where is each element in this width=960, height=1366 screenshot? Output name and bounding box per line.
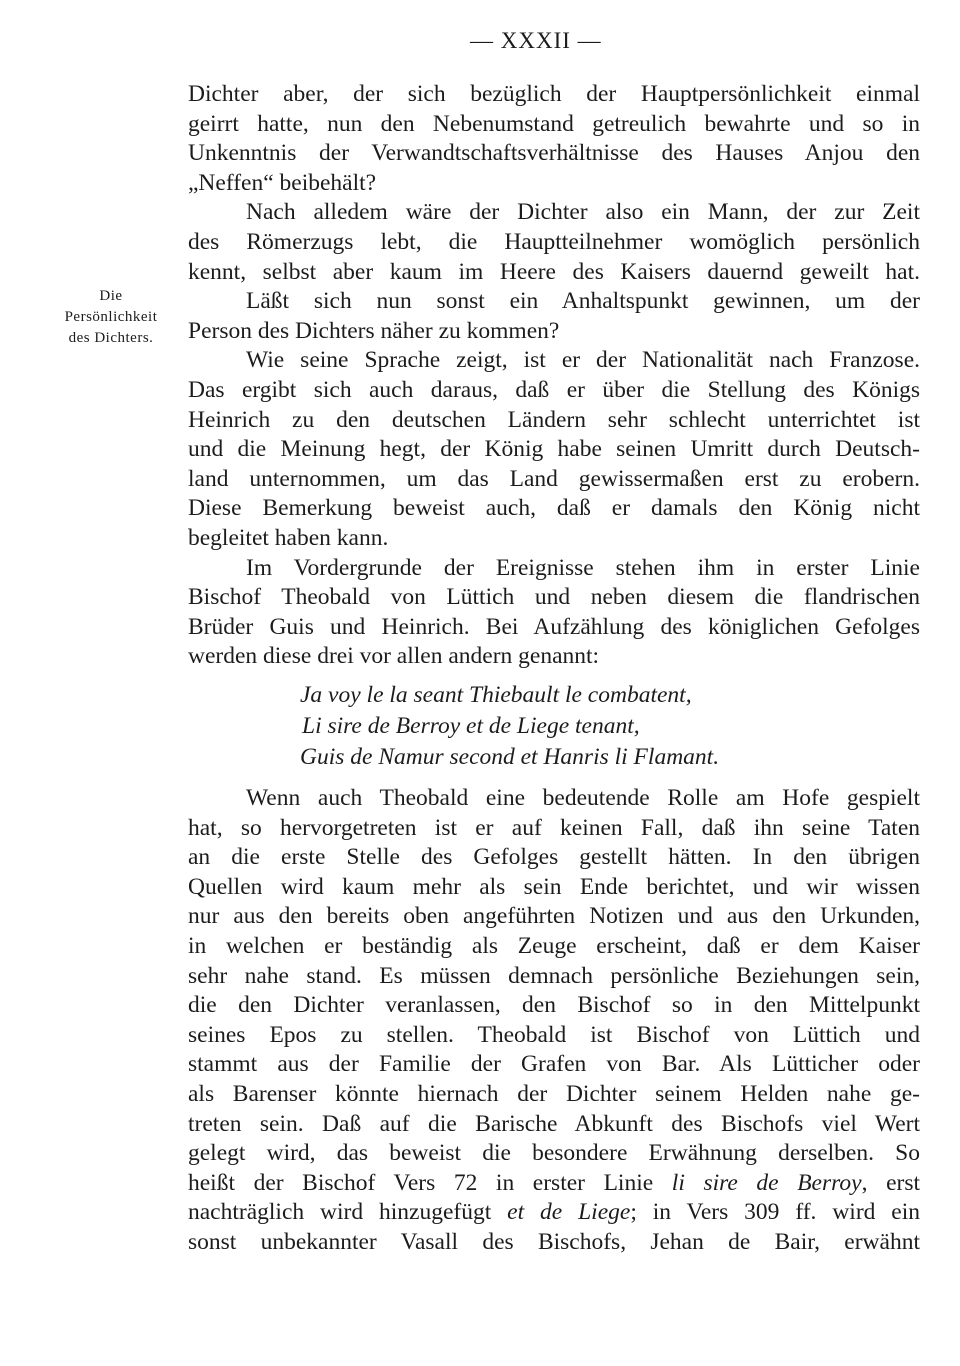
text-line: als Barenser könnte hiernach der Dichter seinem Helden nahe ge- <box>188 1080 920 1107</box>
verse-line: Li sire de Berroy et de Liege tenant, <box>302 713 640 739</box>
text-line: Quellen wird kaum mehr als sein Ende berichtet, und wir wissen <box>188 873 920 900</box>
text-line: Unkenntnis der Verwandtschaftsverhältnisse des Hauses Anjou den <box>188 140 920 167</box>
text-run: , erst <box>861 1169 920 1196</box>
text-line: geirrt hatte, nun den Nebenumstand getreulich bewahrte und so in <box>188 110 920 137</box>
text-line: Das ergibt sich auch daraus, daß er über die Stellung des Königs <box>188 376 920 403</box>
text-block-upper <box>188 80 920 672</box>
text-line: nur aus den bereits oben angeführten Notizen und aus den Urkunden, <box>188 903 920 930</box>
text-line: die den Dichter veranlassen, den Bischof so in den Mittelpunkt <box>188 992 920 1019</box>
verse-quote <box>300 680 880 773</box>
text-line: gelegt wird, das beweist die besondere Erwähnung derselben. So <box>188 1140 920 1167</box>
text-line <box>188 1169 920 1199</box>
text-line: in welchen er beständig als Zeuge erscheint, daß er dem Kaiser <box>188 932 920 959</box>
text-line: sonst unbekannter Vasall des Bischofs, Jehan de Bair, erwähnt <box>188 1228 920 1255</box>
text-run: ; in Vers 309 ff. wird ein <box>630 1199 920 1226</box>
text-run-italic: li sire de Berroy <box>671 1169 862 1196</box>
text-line: Bischof Theobald von Lüttich und neben diesem die flandrischen <box>188 584 920 611</box>
text-line: Person des Dichters näher zu kommen? <box>188 317 560 344</box>
text-line: Wie seine Sprache zeigt, ist er der Nationalität nach Franzose. <box>246 347 920 374</box>
margin-note-line: Persönlichkeit <box>64 309 158 325</box>
text-line: land unternommen, um das Land gewissermaßen erst zu erobern. <box>188 465 920 492</box>
text-run-italic: et de Liege <box>507 1199 631 1226</box>
text-run: heißt der Bischof Vers 72 in erster Linie <box>188 1169 654 1196</box>
text-line: Diese Bemerkung beweist auch, daß er damals den König nicht <box>188 495 920 522</box>
text-line: Läßt sich nun sonst ein Anhaltspunkt gewinnen, um der <box>246 288 920 315</box>
text-line: kennt, selbst aber kaum im Heere des Kaisers dauernd geweilt hat. <box>188 258 920 285</box>
text-line: begleitet haben kann. <box>188 524 389 551</box>
text-line: hat, so hervorgetreten ist er auf keinen Fall, daß ihn seine Taten <box>188 814 920 841</box>
text-line <box>188 1198 920 1228</box>
text-line: treten sein. Daß auf die Barische Abkunft des Bischofs viel Wert <box>188 1110 920 1137</box>
text-line: Wenn auch Theobald eine bedeutende Rolle am Hofe gespielt <box>246 785 920 811</box>
text-line: werden diese drei vor allen andern genannt: <box>188 643 600 670</box>
verse-line: Ja voy le la seant Thiebault le combatent, <box>300 682 692 708</box>
margin-note-line: Die <box>99 288 123 304</box>
text-line: Brüder Guis und Heinrich. Bei Aufzählung des königlichen Gefolges <box>188 613 920 640</box>
text-line: seines Epos zu stellen. Theobald ist Bischof von Lüttich und <box>188 1021 920 1048</box>
margin-note-line: des Dichters. <box>68 330 154 346</box>
text-line: Dichter aber, der sich bezüglich der Hauptpersönlichkeit einmal <box>188 81 920 107</box>
text-line: Im Vordergrunde der Ereignisse stehen ihm in erster Linie <box>246 554 920 581</box>
text-line: Nach alledem wäre der Dichter also ein Mann, der zur Zeit <box>246 199 920 226</box>
text-line: Heinrich zu den deutschen Ländern sehr schlecht unterrichtet ist <box>188 406 920 433</box>
verse-line: Guis de Namur second et Hanris li Flamant. <box>300 744 720 770</box>
text-line: des Römerzugs lebt, die Hauptteilnehmer womöglich persönlich <box>188 228 920 255</box>
text-block-lower <box>188 784 920 1258</box>
text-run: nachträglich wird hinzugefügt <box>188 1199 492 1226</box>
page-number: — XXXII — <box>470 28 602 53</box>
text-line: und die Meinung hegt, der König habe seinen Umritt durch Deutsch- <box>188 436 920 463</box>
text-line: an die erste Stelle des Gefolges gestellt hätten. In den übrigen <box>188 844 920 871</box>
text-line: „Neffen“ beibehält? <box>188 169 377 196</box>
text-line: stammt aus der Familie der Grafen von Bar. Als Lütticher oder <box>188 1051 920 1078</box>
margin-note <box>46 286 176 349</box>
text-line: sehr nahe stand. Es müssen demnach persönliche Beziehungen sein, <box>188 962 920 989</box>
